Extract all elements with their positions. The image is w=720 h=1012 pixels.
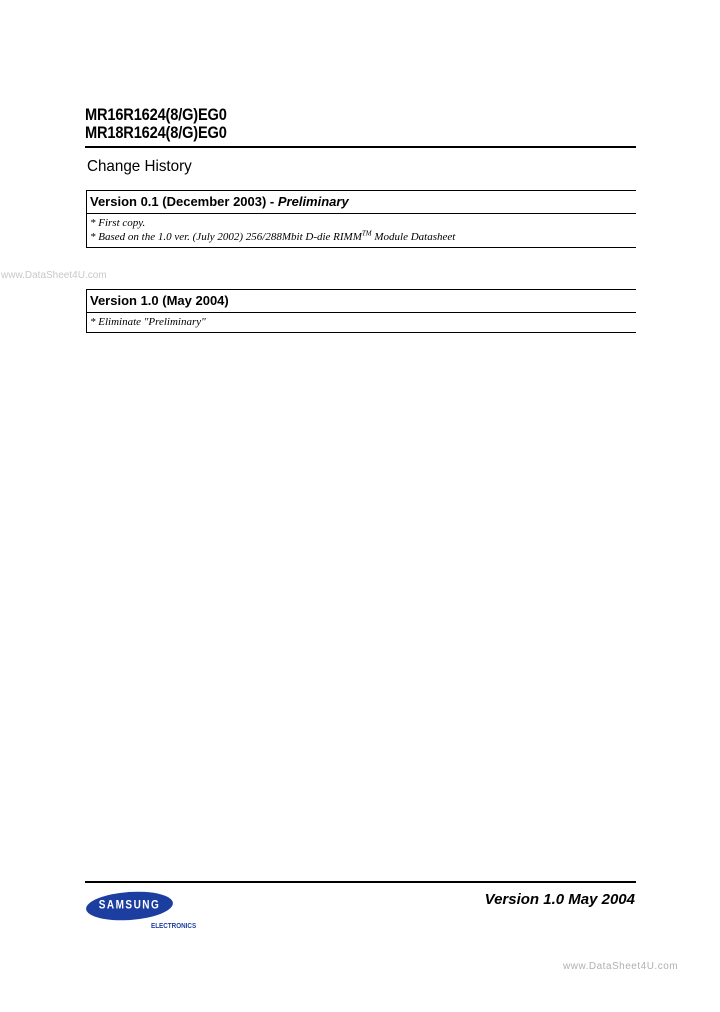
revision-note-text: * Based on the 1.0 ver. (July 2002) 256/288Mbit D-die RIMM [90, 231, 362, 243]
logo-text: SAMSUNG [98, 898, 161, 912]
footer-rule [85, 881, 636, 883]
part-number-block [85, 106, 250, 142]
footer-version: Version 1.0 May 2004 [484, 891, 635, 908]
revision-notes [87, 214, 636, 247]
revision-notes [87, 313, 636, 332]
version-header [87, 191, 636, 214]
part-number-2: MR18R1624(8/G)EG0 [85, 123, 227, 142]
version-header [87, 290, 636, 313]
watermark-right: www.DataSheet4U.com [563, 961, 679, 972]
section-title: Change History [87, 158, 192, 175]
revision-table-0-1 [86, 190, 636, 248]
part-number-1: MR16R1624(8/G)EG0 [85, 105, 227, 124]
revision-note [90, 230, 636, 244]
revision-note-text-end: Module Datasheet [371, 231, 456, 243]
samsung-logo [86, 892, 173, 920]
version-status: Preliminary [277, 194, 349, 209]
watermark-left: www.DataSheet4U.com [1, 270, 107, 281]
trademark-mark: TM [361, 229, 372, 238]
revision-note: * First copy. [90, 217, 146, 229]
revision-table-1-0 [86, 289, 636, 333]
header-rule [85, 146, 636, 148]
revision-note: * Eliminate "Preliminary" [90, 316, 206, 328]
version-label: Version 0.1 (December 2003) - [90, 194, 278, 209]
version-label: Version 1.0 (May 2004) [90, 293, 229, 308]
logo-subtext: ELECTRONICS [151, 923, 197, 930]
